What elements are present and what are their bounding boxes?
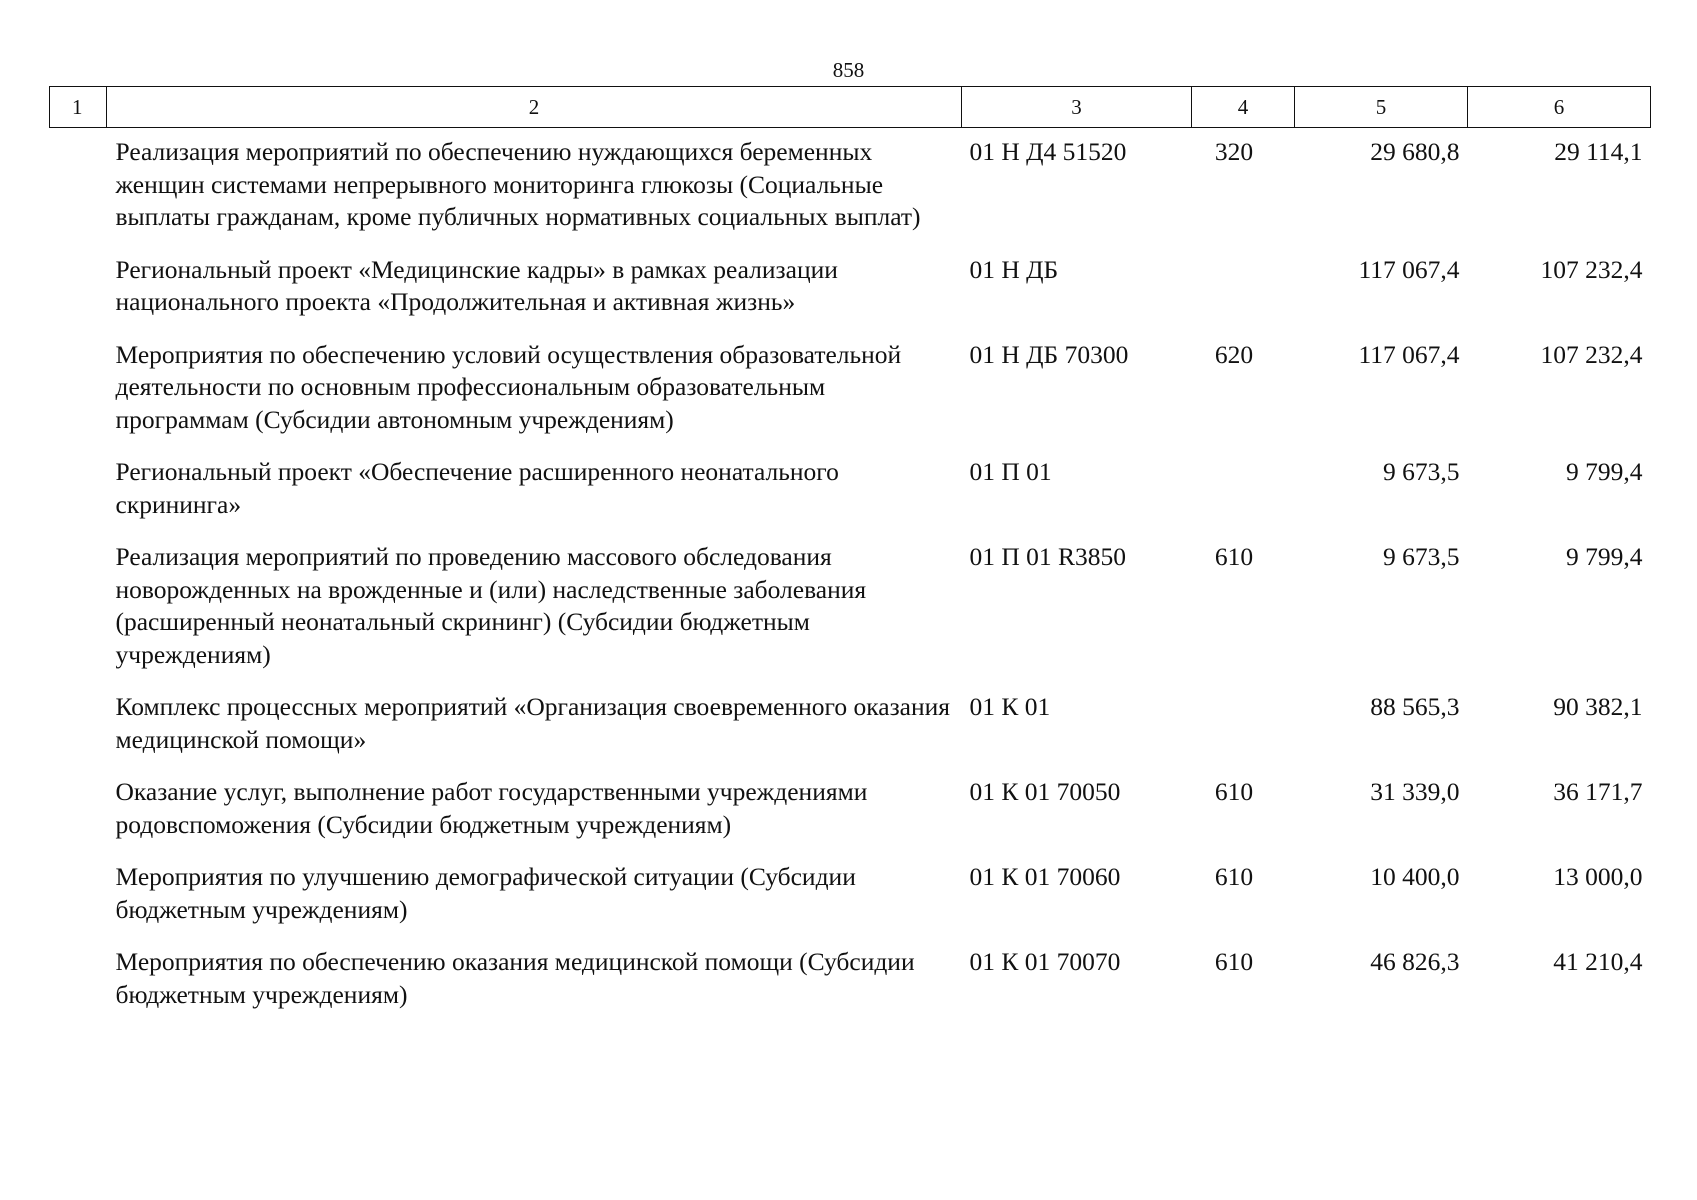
row-target-code: 01 Н ДБ <box>969 254 1059 284</box>
table-row <box>50 128 1651 248</box>
row-amount-2: 107 232,4 <box>1540 254 1643 284</box>
column-header-4: 4 <box>1192 87 1295 128</box>
row-number-cell <box>50 855 107 940</box>
table-row <box>50 535 1651 685</box>
row-amount-1: 31 339,0 <box>1370 777 1460 806</box>
row-description: Мероприятия по улучшению демографической ситуации (Субсидии бюджетным учреждениям) <box>115 862 856 924</box>
column-header-3: 3 <box>962 87 1192 128</box>
row-number-cell <box>50 450 107 535</box>
row-target-code: 01 Н ДБ 70300 <box>969 339 1129 369</box>
row-expense-type: 620 <box>1214 339 1254 369</box>
row-description: Региональный проект «Медицинские кадры» в рамках реализации национального проекта «Продолжительная и активная жизнь» <box>115 254 838 316</box>
row-target-code: 01 П 01 R3850 <box>969 542 1127 571</box>
row-target-code: 01 К 01 70070 <box>969 947 1121 976</box>
row-amount-2: 9 799,4 <box>1566 457 1643 486</box>
row-target-code: 01 Н Д4 51520 <box>969 137 1127 166</box>
table-row <box>50 450 1651 535</box>
row-amount-1: 29 680,8 <box>1370 137 1460 166</box>
header-row <box>50 87 1651 128</box>
row-number-cell <box>50 940 107 1025</box>
row-expense-type <box>1192 450 1295 535</box>
table-row <box>50 248 1651 333</box>
table-row <box>50 855 1651 940</box>
row-amount-2: 36 171,7 <box>1553 777 1643 806</box>
row-amount-1: 88 565,3 <box>1370 692 1460 721</box>
row-amount-1: 10 400,0 <box>1370 862 1460 891</box>
row-amount-2: 29 114,1 <box>1554 137 1643 166</box>
row-target-code: 01 К 01 70050 <box>969 777 1121 806</box>
row-description: Мероприятия по обеспечению условий осуществления образовательной деятельности по основным профессиональным образовательным программам (Субсидии автономным учреждениям) <box>115 339 902 434</box>
row-amount-2: 41 210,4 <box>1553 947 1643 976</box>
column-header-1: 1 <box>50 87 107 128</box>
row-expense-type: 610 <box>1214 777 1254 806</box>
row-target-code: 01 К 01 <box>969 692 1051 721</box>
row-target-code: 01 К 01 70060 <box>969 862 1121 891</box>
row-amount-1: 117 067,4 <box>1358 254 1460 284</box>
row-description: Региональный проект «Обеспечение расширенного неонатального скрининга» <box>115 457 839 519</box>
row-amount-2: 13 000,0 <box>1553 862 1643 891</box>
column-header-6: 6 <box>1468 87 1651 128</box>
table-header <box>50 87 1651 128</box>
row-amount-2: 90 382,1 <box>1553 692 1643 721</box>
table-body <box>50 128 1651 1026</box>
column-header-2: 2 <box>107 87 962 128</box>
row-description: Реализация мероприятий по проведению массового обследования новорожденных на врожденные и (или) наследственные заболевания (расширенный неонатальный скрининг) (Субсидии бюджетным учреждениям) <box>115 542 867 669</box>
row-expense-type <box>1192 248 1295 333</box>
row-amount-1: 46 826,3 <box>1370 947 1460 976</box>
row-amount-1: 9 673,5 <box>1383 457 1460 486</box>
table-row <box>50 770 1651 855</box>
table-row <box>50 685 1651 770</box>
row-description: Оказание услуг, выполнение работ государственными учреждениями родовспоможения (Субсидии бюджетным учреждениям) <box>115 777 868 839</box>
row-expense-type: 610 <box>1214 947 1254 976</box>
row-amount-2: 9 799,4 <box>1566 542 1643 571</box>
row-amount-1: 9 673,5 <box>1383 542 1460 571</box>
row-target-code: 01 П 01 <box>969 457 1052 486</box>
row-amount-1: 117 067,4 <box>1358 339 1460 369</box>
row-description: Комплекс процессных мероприятий «Организация своевременного оказания медицинской помощи» <box>115 692 950 754</box>
column-header-5: 5 <box>1295 87 1468 128</box>
row-description: Мероприятия по обеспечению оказания медицинской помощи (Субсидии бюджетным учреждениям) <box>115 947 915 1009</box>
row-expense-type: 320 <box>1214 137 1254 166</box>
row-description: Реализация мероприятий по обеспечению нуждающихся беременных женщин системами непрерывного мониторинга глюкозы (Социальные выплаты гражданам, кроме публичных нормативных социальных выплат) <box>115 137 921 231</box>
row-expense-type <box>1192 685 1295 770</box>
row-number-cell <box>50 535 107 685</box>
row-expense-type: 610 <box>1214 542 1254 571</box>
page-number: 858 <box>832 58 865 82</box>
row-number-cell <box>50 685 107 770</box>
row-number-cell <box>50 248 107 333</box>
budget-table <box>49 86 1651 1025</box>
table-row <box>50 333 1651 451</box>
row-number-cell <box>50 770 107 855</box>
row-number-cell <box>50 333 107 451</box>
row-number-cell <box>50 128 107 248</box>
row-amount-2: 107 232,4 <box>1540 339 1643 369</box>
table-row <box>50 940 1651 1025</box>
row-expense-type: 610 <box>1214 862 1254 891</box>
